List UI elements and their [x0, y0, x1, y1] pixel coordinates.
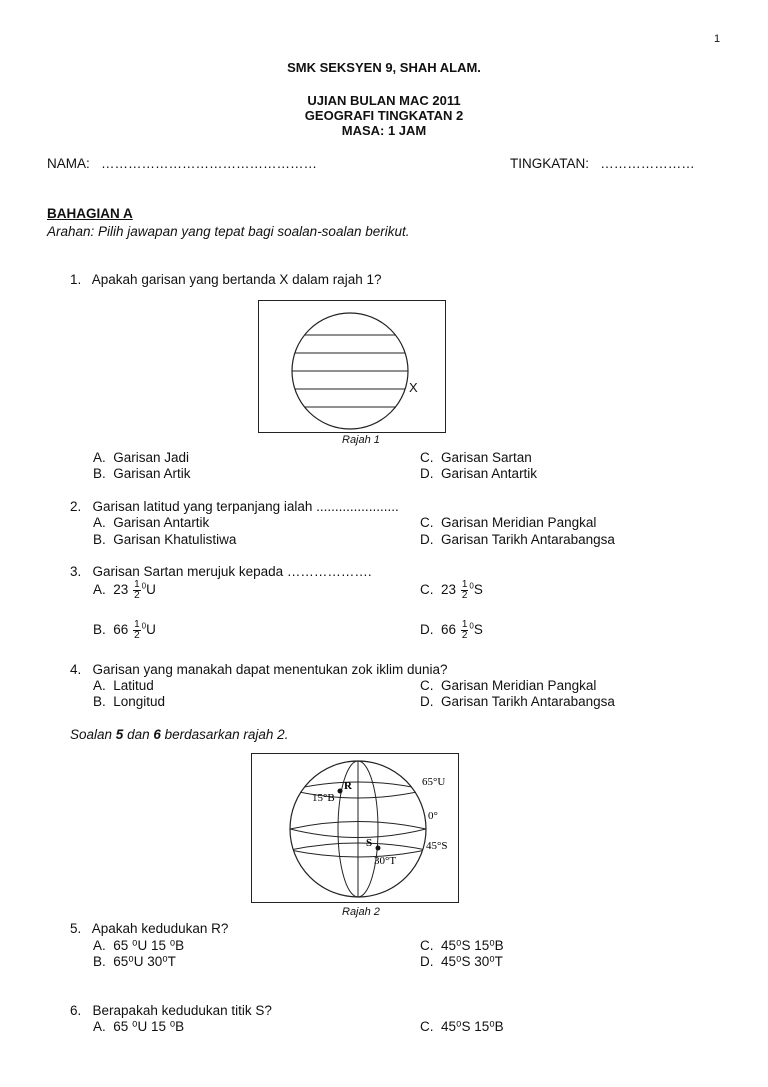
option-d[interactable]: D. 45⁰S 30⁰T	[420, 954, 503, 969]
name-blank: …………………………………………	[101, 156, 318, 171]
figure-2	[251, 753, 459, 903]
option-d[interactable]: D. 66 $\frac{1}{2}$ $^0$S	[420, 619, 483, 641]
globe-grid-diagram	[252, 754, 458, 902]
name-field[interactable]	[47, 156, 317, 171]
option-text: Latitud	[113, 678, 154, 693]
option-text: Garisan Khatulistiwa	[113, 532, 237, 547]
option-text: Garisan Antartik	[113, 515, 210, 530]
option-b[interactable]: B. Garisan Artik	[93, 466, 191, 481]
option-d[interactable]: D. Garisan Tarikh Antarabangsa	[420, 694, 615, 709]
note-text: berdasarkan rajah 2.	[160, 727, 289, 742]
option-text: Garisan Antartik	[441, 466, 538, 481]
figure-1	[258, 300, 446, 433]
fraction-numerator: 1	[461, 579, 468, 590]
section-title: BAHAGIAN A	[47, 206, 133, 221]
question-number: 3.	[70, 564, 82, 579]
option-text: Garisan Meridian Pangkal	[441, 678, 597, 693]
name-label: NAMA:	[47, 156, 90, 171]
marker-x: X	[409, 380, 418, 395]
note-text: Soalan	[70, 727, 116, 742]
figure-2-caption: Rajah 2	[342, 906, 380, 918]
option-a[interactable]: A. 65 ⁰U 15 ⁰B	[93, 1019, 185, 1034]
question-2	[70, 499, 399, 514]
exam-header	[0, 93, 768, 138]
option-suffix: S	[473, 622, 483, 638]
option-text: 65⁰U 30⁰T	[113, 954, 176, 969]
option-text: 45⁰S 15⁰B	[441, 938, 504, 953]
question-text: Garisan yang manakah dapat menentukan zok iklim dunia?	[92, 662, 448, 677]
option-b[interactable]: B. Longitud	[93, 694, 166, 709]
option-a[interactable]: A. 65 ⁰U 15 ⁰B	[93, 938, 185, 953]
option-c[interactable]: C. Garisan Sartan	[420, 450, 532, 465]
option-text: Garisan Tarikh Antarabangsa	[441, 694, 615, 709]
exam-title: UJIAN BULAN MAC 2011	[307, 93, 461, 108]
exam-duration: MASA: 1 JAM	[341, 123, 427, 138]
school-name: SMK SEKSYEN 9, SHAH ALAM.	[287, 60, 481, 75]
option-d[interactable]: D. Garisan Antartik	[420, 466, 538, 481]
option-suffix: S	[473, 582, 483, 598]
option-b[interactable]: B. 65⁰U 30⁰T	[93, 954, 176, 969]
fraction	[133, 620, 141, 641]
option-text: Garisan Sartan	[441, 450, 532, 465]
question-5	[70, 921, 228, 936]
question-4	[70, 662, 448, 677]
option-c[interactable]: C. 45⁰S 15⁰B	[420, 938, 504, 953]
option-text: 65 ⁰U 15 ⁰B	[113, 1019, 185, 1034]
question-number: 4.	[70, 662, 82, 677]
option-b[interactable]: B. Garisan Khatulistiwa	[93, 532, 237, 547]
fraction-denominator: 2	[461, 630, 468, 641]
option-a[interactable]: A. Latitud	[93, 678, 154, 693]
class-blank: …………………	[600, 156, 695, 171]
note-text: dan	[123, 727, 154, 742]
fraction-denominator: 2	[134, 590, 140, 601]
question-number: 1.	[70, 272, 82, 287]
note-question-5: 5	[115, 727, 124, 742]
option-b[interactable]: B. 66 $\frac{1}{2}$ $^0$U	[93, 619, 156, 641]
question-1	[70, 272, 381, 287]
question-3	[70, 564, 372, 579]
point-s-dot	[376, 846, 381, 851]
fraction-numerator: 1	[461, 619, 468, 630]
question-number: 5.	[70, 921, 82, 936]
option-suffix: U	[146, 582, 156, 598]
exam-subject: GEOGRAFI TINGKATAN 2	[304, 108, 464, 123]
option-c[interactable]: C. Garisan Meridian Pangkal	[420, 678, 597, 693]
option-whole: 23	[113, 582, 129, 598]
figure-1-caption: Rajah 1	[342, 434, 380, 446]
class-label: TINGKATAN:	[510, 156, 590, 171]
fraction	[461, 620, 469, 641]
fraction	[461, 580, 469, 601]
option-text: Garisan Tarikh Antarabangsa	[441, 532, 615, 547]
question-number: 6.	[70, 1003, 82, 1018]
globe-diagram	[259, 301, 445, 432]
option-a[interactable]: A. Garisan Antartik	[93, 515, 210, 530]
option-text: Garisan Jadi	[113, 450, 190, 465]
option-c[interactable]: C. Garisan Meridian Pangkal	[420, 515, 597, 530]
point-r-label: R	[344, 780, 352, 792]
option-text: 45⁰S 30⁰T	[441, 954, 503, 969]
option-text: 45⁰S 15⁰B	[441, 1019, 504, 1034]
context-note	[70, 727, 288, 742]
option-text: Garisan Meridian Pangkal	[441, 515, 597, 530]
option-a[interactable]: A. Garisan Jadi	[93, 450, 190, 465]
option-whole: 23	[441, 582, 457, 598]
fraction	[133, 580, 141, 601]
question-text: Apakah garisan yang bertanda X dalam rajah 1?	[91, 272, 382, 287]
option-text: 65 ⁰U 15 ⁰B	[113, 938, 185, 953]
option-a[interactable]: A. 23 $\frac{1}{2}$ $^0$U	[93, 579, 156, 601]
option-text: Garisan Artik	[113, 466, 191, 481]
question-text: Garisan Sartan merujuk kepada ……………….	[92, 564, 372, 579]
latitude-45s-label: 45°S	[426, 840, 448, 852]
option-whole: 66	[113, 622, 129, 638]
section-instruction: Arahan: Pilih jawapan yang tepat bagi soalan-soalan berikut.	[47, 224, 410, 239]
option-whole: 66	[441, 622, 457, 638]
question-text: Garisan latitud yang terpanjang ialah ......................	[92, 499, 399, 514]
class-field[interactable]	[510, 156, 695, 171]
question-text: Apakah kedudukan R?	[91, 921, 229, 936]
option-suffix: U	[146, 622, 156, 638]
option-c[interactable]: C. 45⁰S 15⁰B	[420, 1019, 504, 1034]
note-question-6: 6	[153, 727, 161, 742]
point-s-label: S	[366, 837, 373, 849]
question-number: 2.	[70, 499, 82, 514]
latitude-65u-label: 65°U	[422, 776, 446, 788]
fraction-numerator: 1	[134, 579, 140, 590]
fraction-denominator: 2	[134, 630, 140, 641]
option-text: Longitud	[113, 694, 166, 709]
fraction-denominator: 2	[461, 590, 468, 601]
latitude-0-label: 0°	[428, 810, 438, 822]
page-number: 1	[714, 33, 721, 45]
question-6	[70, 1003, 272, 1018]
point-r-dot	[338, 789, 343, 794]
longitude-15b-label: 15°B	[312, 792, 335, 804]
option-c[interactable]: C. 23 $\frac{1}{2}$ $^0$S	[420, 579, 483, 601]
question-text: Berapakah kedudukan titik S?	[92, 1003, 272, 1018]
fraction-numerator: 1	[134, 619, 140, 630]
longitude-30t-label: 30°T	[374, 855, 397, 867]
option-d[interactable]: D. Garisan Tarikh Antarabangsa	[420, 532, 615, 547]
